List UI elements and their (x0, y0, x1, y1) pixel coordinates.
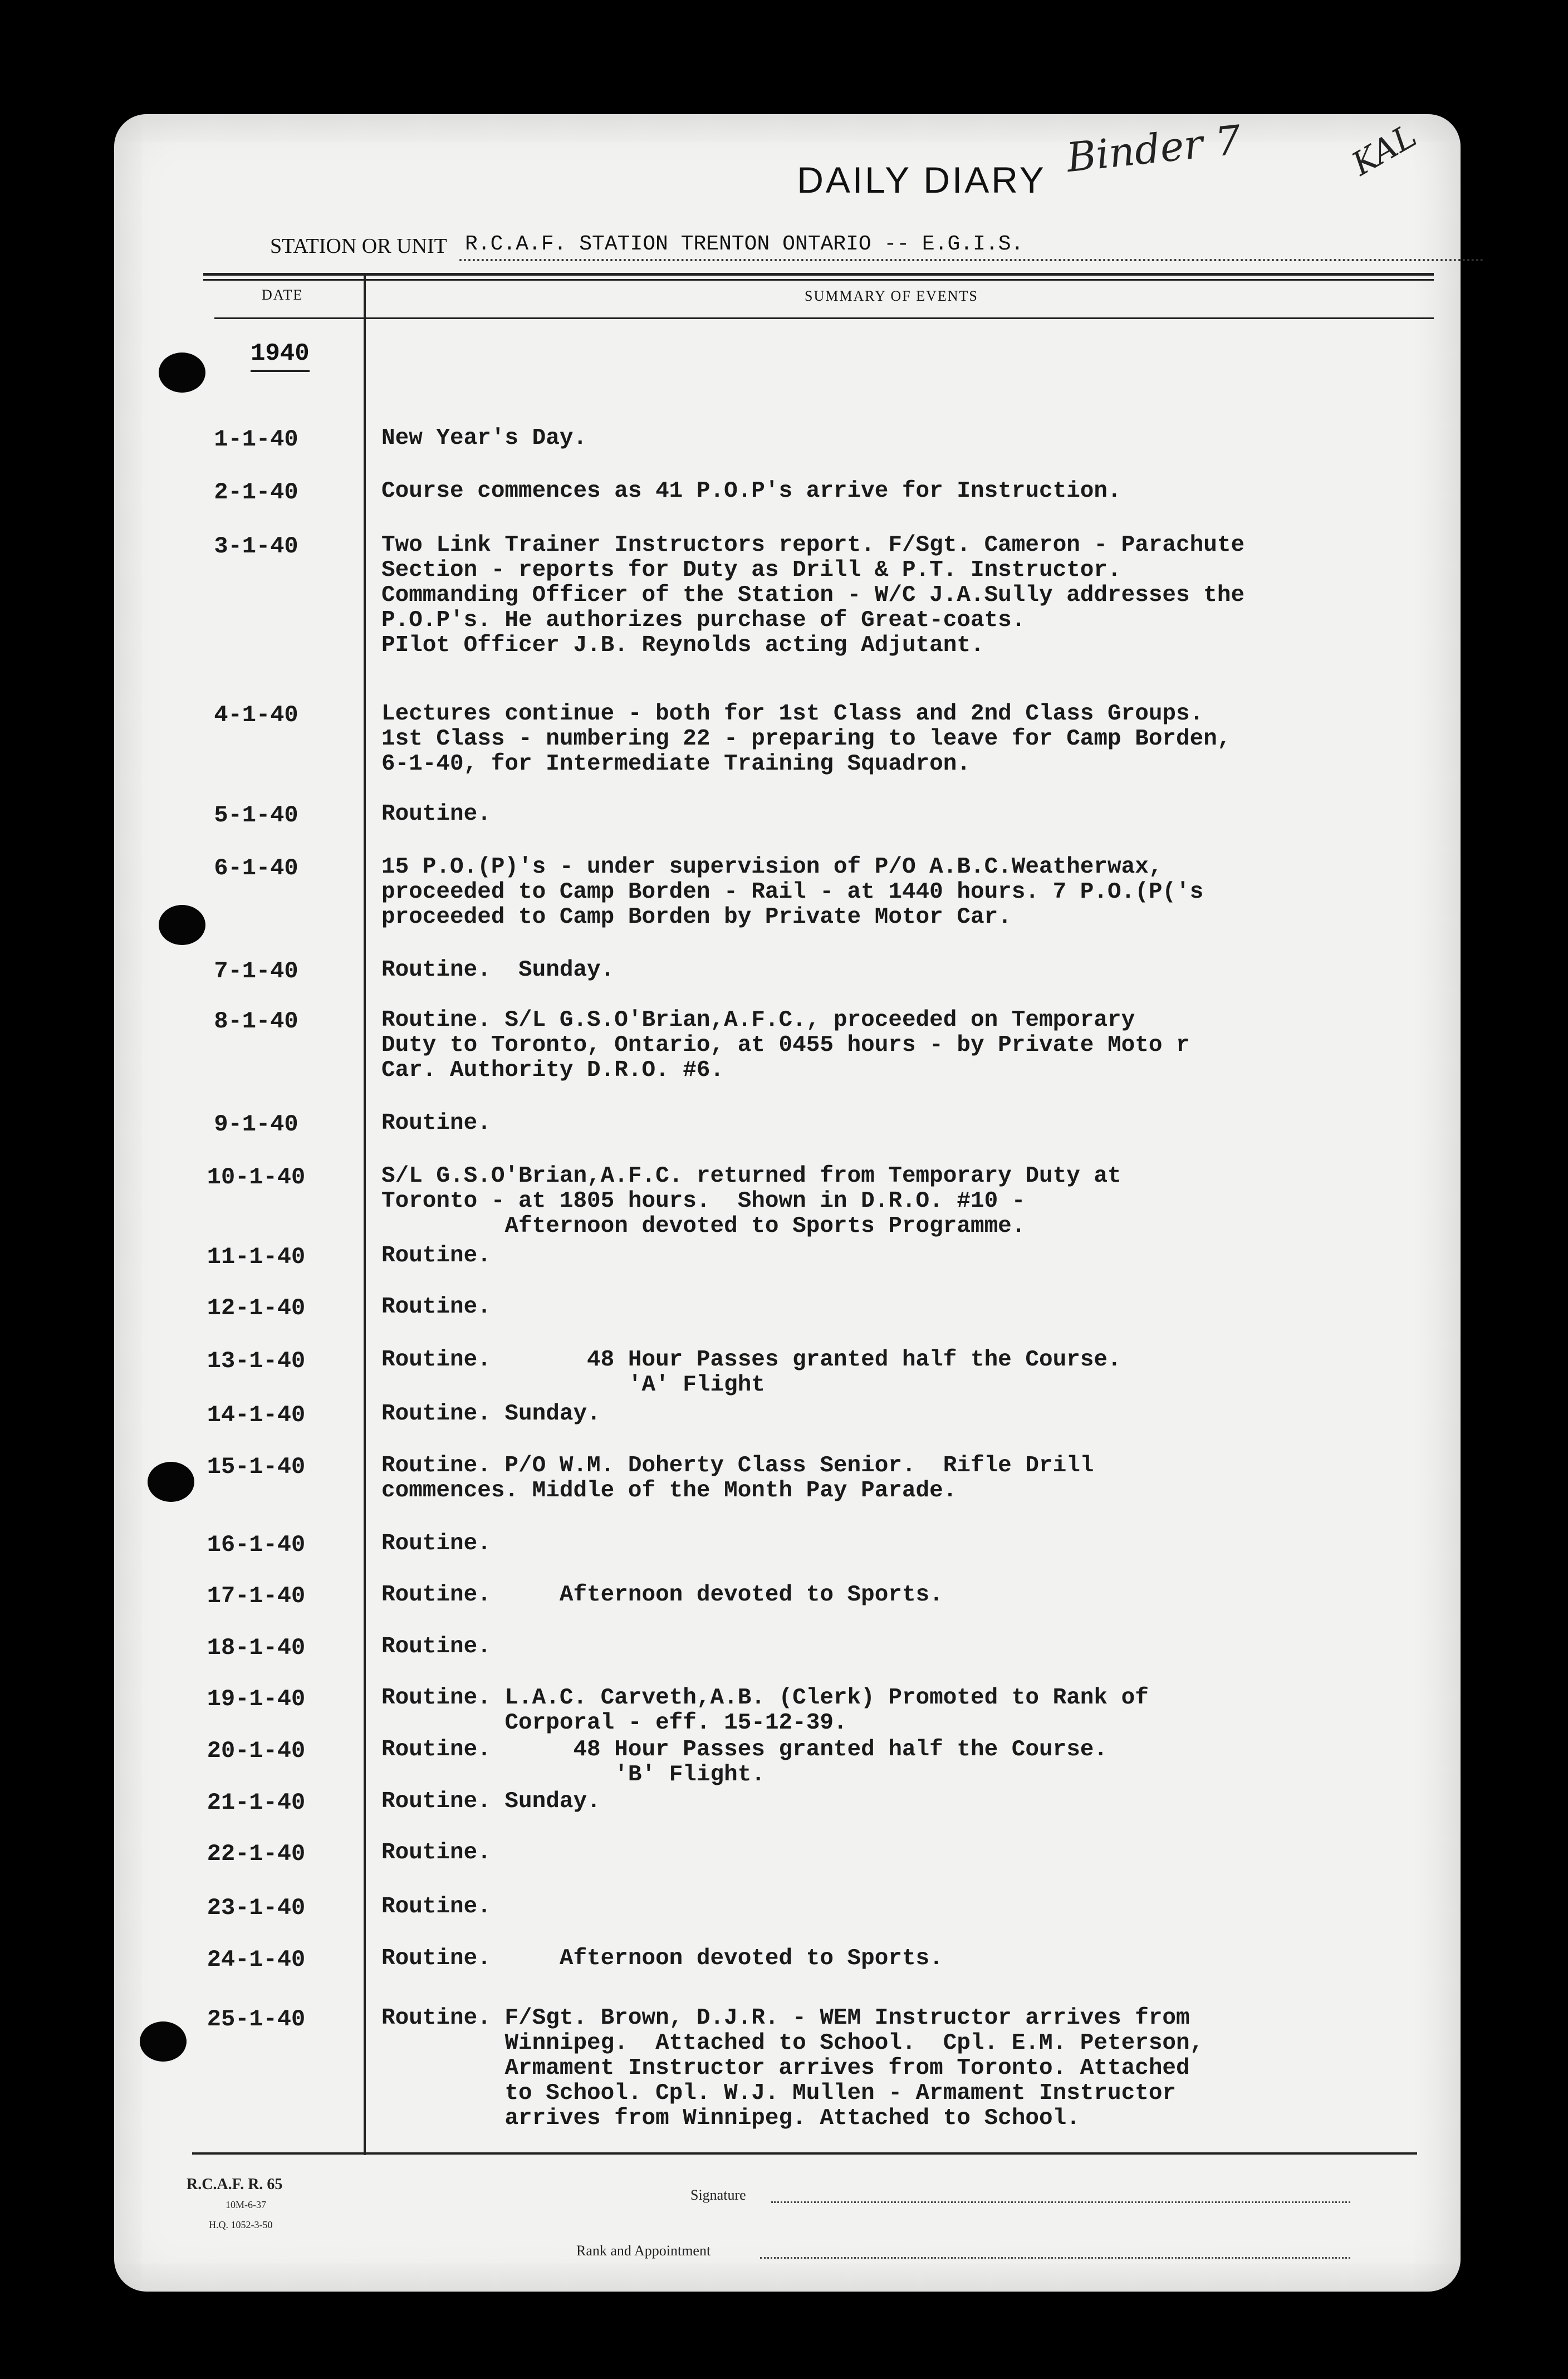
entry-text: Two Link Trainer Instructors report. F/Sgt. Cameron - Parachute Section - reports for Duty as Drill & P.T. Instructor. Commanding Officer of the Station - W/C J.A.Sully addresses the P.O.P's. He authorizes purchase of Great-coats. PIlot Officer J.B. Reynolds acting Adjutant. (381, 532, 1245, 658)
entry-date: 19-1-40 (207, 1686, 306, 1712)
entry-text: Routine. Sunday. (381, 957, 615, 983)
entry-text: Routine. (381, 1531, 491, 1556)
entry-date: 15-1-40 (207, 1453, 306, 1480)
entry-date: 16-1-40 (207, 1531, 306, 1558)
entry-date: 24-1-40 (207, 1946, 306, 1973)
page-title: DAILY DIARY (797, 159, 1046, 200)
entry-text: Course commences as 41 P.O.P's arrive for Instruction. (381, 478, 1121, 504)
entry-date: 6-1-40 (214, 855, 298, 882)
entry-text: Routine. 48 Hour Passes granted half the Course. 'A' Flight (381, 1347, 1121, 1398)
rank-appointment-line (760, 2257, 1350, 2259)
entry-date: 7-1-40 (214, 958, 298, 985)
binder-hole (159, 905, 205, 945)
signature-label: Signature (690, 2187, 746, 2203)
entry-text: Lectures continue - both for 1st Class and 2nd Class Groups. 1st Class - numbering 22 - preparing to leave for Camp Borden, 6-1-40, for Intermediate Training Squadron. (381, 701, 1231, 777)
entry-text: Routine. (381, 801, 491, 827)
entry-date: 11-1-40 (207, 1244, 306, 1270)
entry-text: New Year's Day. (381, 425, 587, 451)
entry-text: Routine. L.A.C. Carveth,A.B. (Clerk) Promoted to Rank of Corporal - eff. 15-12-39. (381, 1685, 1149, 1736)
form-line-3: H.Q. 1052-3-50 (209, 2219, 273, 2230)
entry-text: Routine. 48 Hour Passes granted half the Course. 'B' Flight. (381, 1737, 1108, 1788)
entry-text: Routine. Afternoon devoted to Sports. (381, 1946, 943, 1971)
entry-text: Routine. (381, 1243, 491, 1269)
date-column-header: DATE (262, 287, 303, 303)
entry-text: Routine. F/Sgt. Brown, D.J.R. - WEM Instructor arrives from Winnipeg. Attached to School. Cpl. E.M. Peterson, Armament Instructor arrives from Toronto. Attached to School. Cpl. W.J. Mullen - Armament Instructor arrives from Winnipeg. Attached to School. (381, 2005, 1204, 2131)
entry-text: Routine. (381, 1840, 491, 1866)
entry-date: 9-1-40 (214, 1111, 298, 1138)
entry-date: 1-1-40 (214, 426, 298, 453)
entry-date: 2-1-40 (214, 479, 298, 506)
column-divider (364, 273, 366, 2155)
entry-text: Routine. Sunday. (381, 1789, 601, 1814)
diary-page (114, 114, 1461, 2292)
year-heading: 1940 (251, 340, 310, 372)
form-identifier (187, 2175, 282, 2235)
entry-date: 18-1-40 (207, 1634, 306, 1661)
entry-text: Routine. (381, 1110, 491, 1136)
handwritten-binder-note: Binder 7 (1064, 116, 1243, 182)
summary-column-header: SUMMARY OF EVENTS (805, 288, 978, 304)
entry-date: 22-1-40 (207, 1840, 306, 1867)
entry-date: 10-1-40 (207, 1164, 306, 1191)
entry-text: Routine. P/O W.M. Doherty Class Senior. Rifle Drill commences. Middle of the Month Pay Parade. (381, 1453, 1094, 1504)
entry-date: 3-1-40 (214, 533, 298, 560)
rank-appointment-label: Rank and Appointment (576, 2243, 711, 2259)
entry-text: Routine. (381, 1894, 491, 1920)
entry-date: 13-1-40 (207, 1348, 306, 1374)
station-dotted-line (459, 259, 1484, 261)
entry-text: Routine. Sunday. (381, 1401, 601, 1427)
header-rule-bottom (214, 317, 1434, 319)
entry-text: Routine. Afternoon devoted to Sports. (381, 1582, 943, 1608)
station-value: R.C.A.F. STATION TRENTON ONTARIO -- E.G.I.S. (465, 232, 1024, 256)
entry-text: 15 P.O.(P)'s - under supervision of P/O A.B.C.Weatherwax, proceeded to Camp Borden - Rail - at 1440 hours. 7 P.O.(P('s proceeded to Camp Borden by Private Motor Car. (381, 854, 1204, 930)
entry-text: S/L G.S.O'Brian,A.F.C. returned from Temporary Duty at Toronto - at 1805 hours. Shown in D.R.O. #10 - Afternoon devoted to Sports Programme. (381, 1163, 1121, 1239)
entry-date: 4-1-40 (214, 702, 298, 728)
entry-text: Routine. (381, 1634, 491, 1660)
entry-date: 8-1-40 (214, 1008, 298, 1035)
form-line-2: 10M-6-37 (226, 2199, 266, 2210)
entry-text: Routine. (381, 1294, 491, 1320)
handwritten-corner-mark: KAL (1345, 116, 1423, 183)
footer-rule (192, 2152, 1417, 2155)
entry-date: 20-1-40 (207, 1737, 306, 1764)
entry-date: 17-1-40 (207, 1583, 306, 1609)
entry-date: 21-1-40 (207, 1789, 306, 1816)
binder-hole (159, 353, 205, 393)
entry-date: 5-1-40 (214, 802, 298, 829)
entry-date: 12-1-40 (207, 1295, 306, 1321)
entry-date: 14-1-40 (207, 1402, 306, 1428)
entry-date: 23-1-40 (207, 1895, 306, 1921)
station-label: STATION OR UNIT (270, 234, 447, 258)
header-rule-top (203, 273, 1434, 276)
entry-date: 25-1-40 (207, 2006, 306, 2033)
signature-line (771, 2201, 1350, 2203)
form-id: R.C.A.F. R. 65 (187, 2176, 283, 2193)
entry-text: Routine. S/L G.S.O'Brian,A.F.C., proceeded on Temporary Duty to Toronto, Ontario, at 0455 hours - by Private Moto r Car. Authority D.R.O. #6. (381, 1007, 1190, 1083)
header-rule-top-2 (203, 279, 1434, 281)
